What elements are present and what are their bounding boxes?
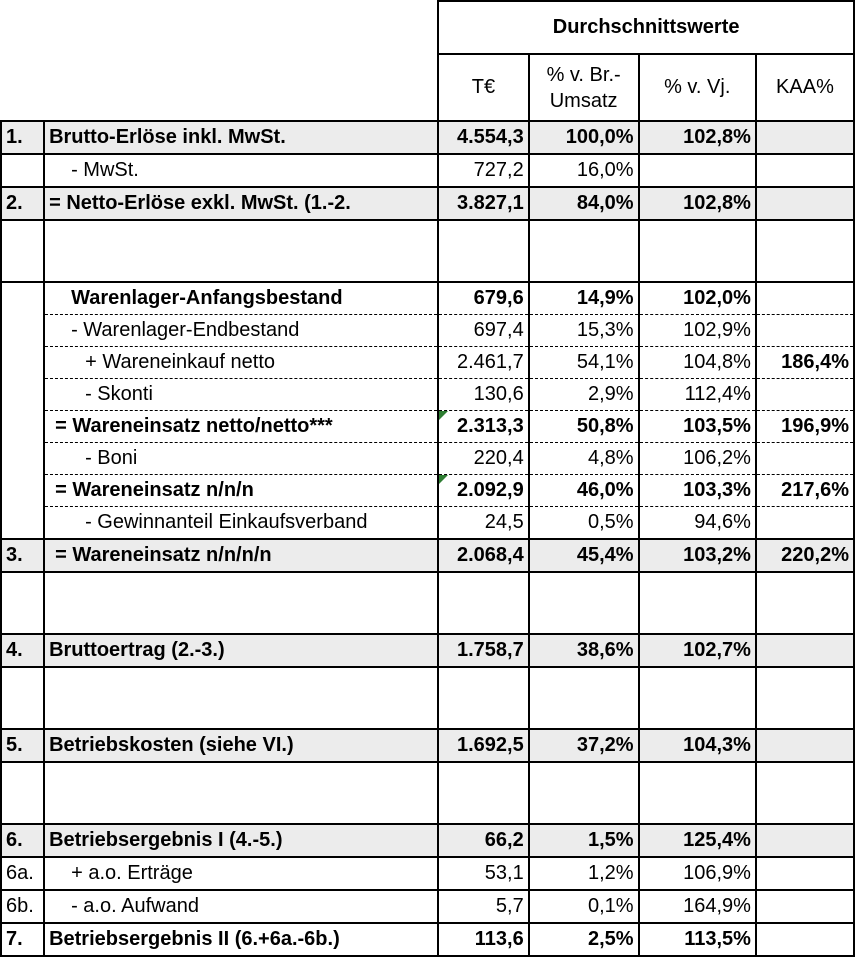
comment-marker-icon	[439, 411, 448, 420]
col-header-kaa: KAA%	[756, 54, 854, 121]
spacer-row	[1, 667, 854, 729]
table-row: 6a. + a.o. Erträge 53,1 1,2% 106,9%	[1, 857, 854, 890]
spacer-row	[1, 762, 854, 824]
table-row: - Boni 220,4 4,8% 106,2%	[1, 443, 854, 475]
table-row: 6. Betriebsergebnis I (4.-5.) 66,2 1,5% 125,4%	[1, 824, 854, 857]
table-row: 3. = Wareneinsatz n/n/n/n 2.068,4 45,4% 103,2% 220,2%	[1, 539, 854, 572]
spacer-row	[1, 220, 854, 282]
table-row: + Wareneinkauf netto 2.461,7 54,1% 104,8% 186,4%	[1, 347, 854, 379]
col-header-pct-br: % v. Br.- Umsatz	[529, 54, 639, 121]
table-row: = Wareneinsatz netto/netto*** 2.313,3 50,8% 103,5% 196,9%	[1, 411, 854, 443]
table-row: - Skonti 130,6 2,9% 112,4%	[1, 379, 854, 411]
header-row-1	[1, 1, 854, 54]
table-row: Warenlager-Anfangsbestand 679,6 14,9% 102,0%	[1, 282, 854, 315]
group-title: Durchschnittswerte	[438, 1, 854, 54]
table-row: 2. = Netto-Erlöse exkl. MwSt. (1.-2. 3.827,1 84,0% 102,8%	[1, 187, 854, 220]
comment-marker-icon	[439, 475, 448, 484]
col-header-te: T€	[438, 54, 528, 121]
table-row: - MwSt. 727,2 16,0%	[1, 154, 854, 187]
table-row: 4. Bruttoertrag (2.-3.) 1.758,7 38,6% 102,7%	[1, 634, 854, 667]
col-header-vj: % v. Vj.	[639, 54, 756, 121]
table-row: 5. Betriebskosten (siehe VI.) 1.692,5 37,2% 104,3%	[1, 729, 854, 762]
table-row: 1. Brutto-Erlöse inkl. MwSt. 4.554,3 100,0% 102,8%	[1, 121, 854, 154]
table-row: - Gewinnanteil Einkaufsverband 24,5 0,5% 94,6%	[1, 507, 854, 540]
spacer-row	[1, 572, 854, 634]
table-row: - Warenlager-Endbestand 697,4 15,3% 102,9%	[1, 315, 854, 347]
table-row: 7. Betriebsergebnis II (6.+6a.-6b.) 113,6 2,5% 113,5%	[1, 923, 854, 956]
table-row: = Wareneinsatz n/n/n 2.092,9 46,0% 103,3% 217,6%	[1, 475, 854, 507]
header-row-2	[1, 54, 854, 121]
table-row: 6b. - a.o. Aufwand 5,7 0,1% 164,9%	[1, 890, 854, 923]
